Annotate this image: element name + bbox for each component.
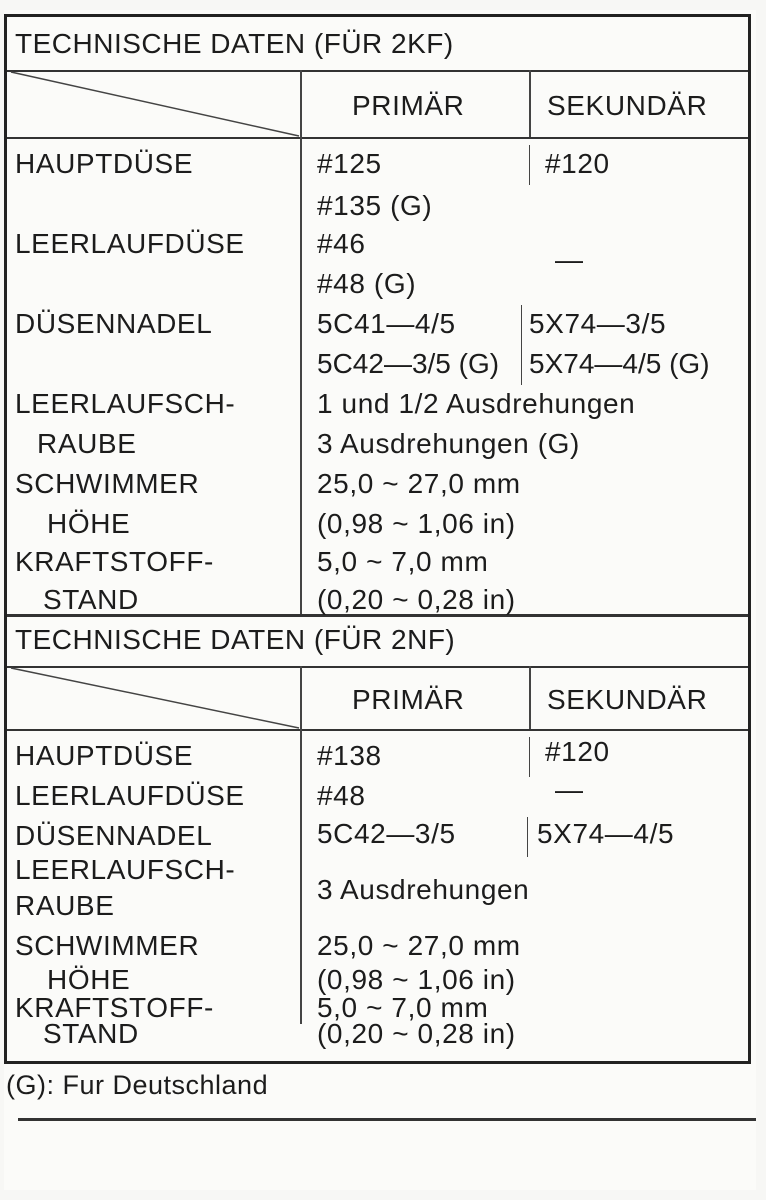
value-hauptduese-primary-2nf: #138	[317, 740, 382, 771]
value-duesennadel-primary-2kf: 5C41—4/5	[317, 308, 456, 339]
value-leerlaufschraube-2nf: 3 Ausdrehungen	[317, 874, 530, 905]
value-hauptduese-secondary-2nf: #120	[545, 736, 610, 767]
label-hauptduese-2kf: HAUPTDÜSE	[15, 148, 194, 179]
label-leerlaufschraube-2nf: LEERLAUFSCH-	[15, 854, 236, 885]
label-leerlaufschraube-2kf: LEERLAUFSCH-	[15, 388, 236, 419]
value-hauptduese-primary-g-2kf: #135 (G)	[317, 190, 433, 221]
label-duesennadel-2nf: DÜSENNADEL	[15, 820, 213, 851]
value-duesennadel-secondary-2kf: 5X74—3/5	[529, 308, 667, 339]
label-kraftstoff-stand-2nf: STAND	[43, 1018, 139, 1049]
value-leerlaufduese-primary-2kf: #46	[317, 228, 366, 259]
col-header-secondary-2kf: SEKUNDÄR	[547, 90, 708, 121]
label-leerlaufduese-2kf: LEERLAUFDÜSE	[15, 228, 245, 259]
value-kraftstoff-mm-2kf: 5,0 ~ 7,0 mm	[317, 546, 489, 577]
value-hauptduese-secondary-2kf: #120	[545, 148, 610, 179]
value-schwimmer-mm-2nf: 25,0 ~ 27,0 mm	[317, 930, 521, 961]
value-schwimmer-in-2kf: (0,98 ~ 1,06 in)	[317, 508, 516, 539]
label-schwimmer-2nf: SCHWIMMER	[15, 930, 200, 961]
label-schwimmer-hoehe-2nf: HÖHE	[47, 964, 131, 995]
value-kraftstoff-in-2nf: (0,20 ~ 0,28 in)	[317, 1018, 516, 1049]
label-kraftstoff-2kf: KRAFTSTOFF-	[15, 546, 214, 577]
value-duesennadel-primary-2nf: 5C42—3/5	[317, 818, 456, 849]
table-2nf-kraftstoff-row	[7, 17, 748, 1024]
value-leerlaufduese-secondary-2nf: —	[555, 774, 584, 805]
label-schwimmer-2kf: SCHWIMMER	[15, 468, 200, 499]
label-hauptduese-2nf: HAUPTDÜSE	[15, 740, 194, 771]
col-header-secondary-2nf: SEKUNDÄR	[547, 684, 708, 715]
footnote: (G): Fur Deutschland	[6, 1070, 269, 1100]
value-leerlaufduese-secondary-2kf: —	[555, 244, 584, 275]
value-duesennadel-secondary-g-2kf: 5X74—4/5 (G)	[529, 348, 710, 379]
value-duesennadel-secondary-2nf: 5X74—4/5	[537, 818, 675, 849]
value-kraftstoff-mm-2nf: 5,0 ~ 7,0 mm	[317, 992, 489, 1023]
value-kraftstoff-in-2kf: (0,20 ~ 0,28 in)	[317, 584, 516, 615]
value-duesennadel-primary-g-2kf: 5C42—3/5 (G)	[317, 348, 500, 379]
value-leerlaufschraube-g-2kf: 3 Ausdrehungen (G)	[317, 428, 580, 459]
label-schwimmer-hoehe-2kf: HÖHE	[47, 508, 131, 539]
value-leerlaufduese-primary-g-2kf: #48 (G)	[317, 268, 417, 299]
value-schwimmer-mm-2kf: 25,0 ~ 27,0 mm	[317, 468, 521, 499]
footnote-rule	[18, 1118, 756, 1121]
label-kraftstoff-2nf: KRAFTSTOFF-	[15, 992, 214, 1023]
value-leerlaufduese-primary-2nf: #48	[317, 780, 366, 811]
label-leerlaufschraube-cont-2kf: RAUBE	[37, 428, 137, 459]
col-header-primary-2kf: PRIMÄR	[352, 90, 465, 121]
table-title-2nf: TECHNISCHE DATEN (FÜR 2NF)	[15, 624, 456, 655]
value-hauptduese-primary-2kf: #125	[317, 148, 382, 179]
label-kraftstoff-stand-2kf: STAND	[43, 584, 139, 615]
value-leerlaufschraube-2kf: 1 und 1/2 Ausdrehungen	[317, 388, 636, 419]
table-title-2kf: TECHNISCHE DATEN (FÜR 2KF)	[15, 28, 454, 59]
col-header-primary-2nf: PRIMÄR	[352, 684, 465, 715]
label-duesennadel-2kf: DÜSENNADEL	[15, 308, 213, 339]
label-leerlaufschraube-cont-2nf: RAUBE	[15, 890, 115, 921]
value-schwimmer-in-2nf: (0,98 ~ 1,06 in)	[317, 964, 516, 995]
label-leerlaufduese-2nf: LEERLAUFDÜSE	[15, 780, 245, 811]
